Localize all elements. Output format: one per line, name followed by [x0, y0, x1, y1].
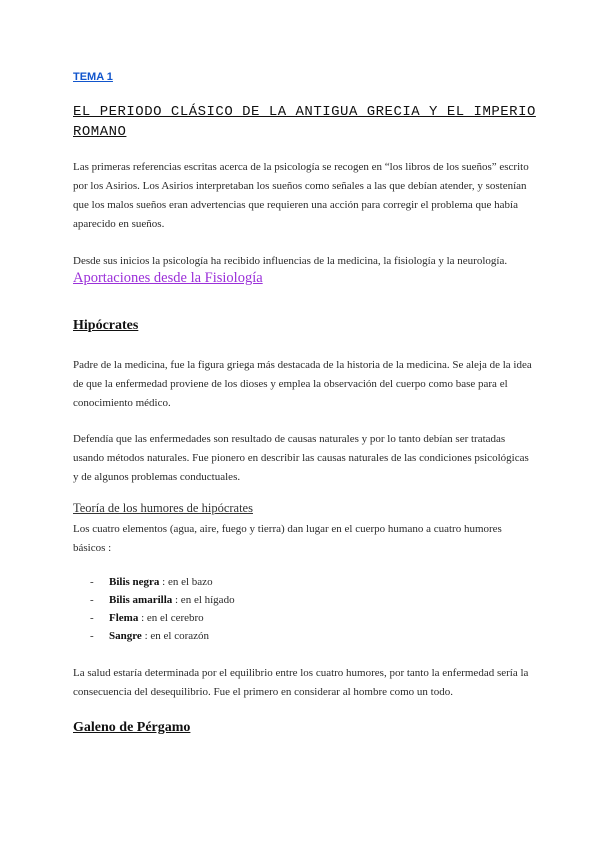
list-item — [90, 573, 235, 591]
humor-name: Bilis negra — [109, 576, 160, 588]
list-item — [90, 627, 235, 645]
humor-location: : en el bazo — [159, 576, 213, 588]
hipocrates-paragraph-1: Padre de la medicina, fue la figura griega más destacada de la historia de la medicina. Se aleja de la idea de que la enfermedad proviene de los dioses y emplea la observación del cuerpo como base para el conocimiento médico. — [73, 359, 532, 409]
humor-location: : en el corazón — [141, 630, 209, 642]
humors-intro: Los cuatro elementos (agua, aire, fuego y tierra) dan lugar en el cuerpo humano a cuatro humores básicos : — [73, 523, 502, 554]
humor-location: : en el hígado — [172, 594, 235, 606]
subheading-humores: Teoría de los humores de hipócrates — [73, 501, 253, 515]
humor-name: Bilis amarilla — [109, 594, 173, 606]
list-bullet: - — [90, 594, 94, 606]
list-bullet: - — [90, 630, 94, 642]
list-item — [90, 609, 235, 627]
humor-location: : en el cerebro — [138, 612, 204, 624]
heading-galeno: Galeno de Pérgamo — [73, 720, 191, 735]
list-item — [90, 591, 235, 609]
list-bullet: - — [90, 576, 94, 588]
humors-list — [90, 573, 235, 645]
section-link-fisiologia[interactable]: Aportaciones desde la Fisiología — [73, 270, 263, 286]
heading-hipocrates: Hipócrates — [73, 318, 139, 333]
list-bullet: - — [90, 612, 94, 624]
document-title: EL PERIODO CLÁSICO DE LA ANTIGUA GRECIA Y EL IMPERIO ROMANO — [73, 104, 536, 140]
humors-conclusion: La salud estaría determinada por el equilibrio entre los cuatro humores, por tanto la enfermedad sería la consecuencia del desequilibrio. Fue el primero en considerar al hombre como un todo. — [73, 667, 529, 698]
intro-paragraph-2: Desde sus inicios la psicología ha recibido influencias de la medicina, la fisiología y la neurología. — [73, 255, 508, 267]
tema-label[interactable]: TEMA 1 — [73, 71, 113, 83]
hipocrates-paragraph-2: Defendía que las enfermedades son resultado de causas naturales y por lo tanto debían ser tratadas usando métodos naturales. Fue pionero en describir las causas naturales de las condiciones psicológicas y de algunos problemas conductuales. — [73, 433, 529, 483]
intro-paragraph-1: Las primeras referencias escritas acerca de la psicología se recogen en “los libros de los sueños” escrito por los Asirios. Los Asirios interpretaban los sueños como señales a las que debían atender, y sostenían que los malos sueños eran advertencias que requieren una acción para corregir el problema que había aparecido en sueños. — [73, 161, 529, 230]
humor-name: Sangre — [109, 630, 142, 642]
humor-name: Flema — [109, 612, 139, 624]
